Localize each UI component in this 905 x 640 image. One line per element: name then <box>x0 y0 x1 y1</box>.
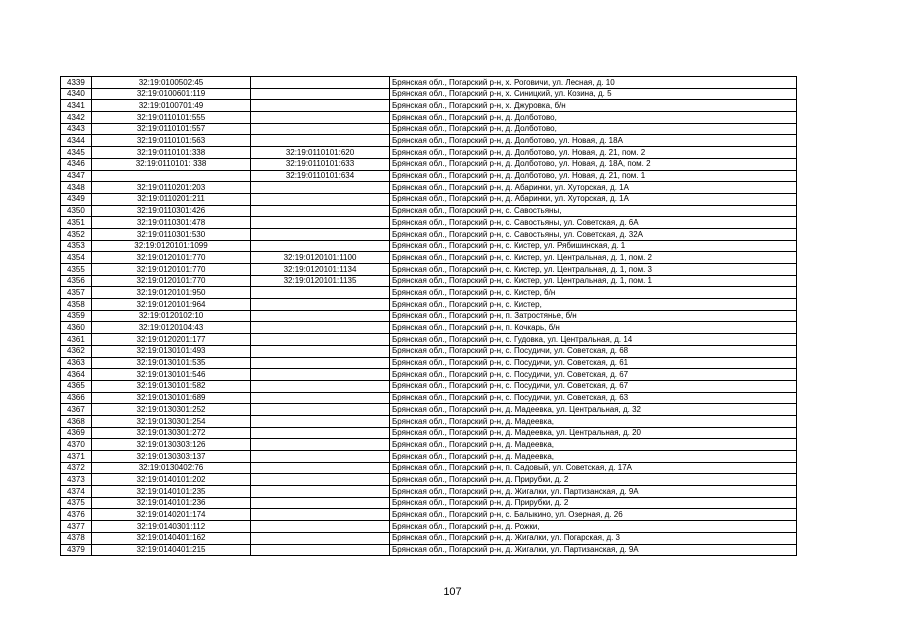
sub-cadastral-number-cell <box>251 123 390 135</box>
address-cell: Брянская обл., Погарский р-н, д. Долботово, ул. Новая, д. 21, пом. 2 <box>390 147 797 159</box>
cadastral-number-cell: 32:19:0120101:770 <box>92 252 251 264</box>
row-number-cell: 4368 <box>61 415 92 427</box>
address-cell: Брянская обл., Погарский р-н, х. Синицкий, ул. Козина, д. 5 <box>390 88 797 100</box>
row-number-cell: 4355 <box>61 264 92 276</box>
address-cell: Брянская обл., Погарский р-н, д. Мадеевка, ул. Центральная, д. 32 <box>390 404 797 416</box>
table-row <box>61 544 797 556</box>
sub-cadastral-number-cell <box>251 404 390 416</box>
sub-cadastral-number-cell <box>251 380 390 392</box>
table-row <box>61 474 797 486</box>
row-number-cell: 4356 <box>61 275 92 287</box>
address-cell: Брянская обл., Погарский р-н, д. Долботово, <box>390 123 797 135</box>
address-cell: Брянская обл., Погарский р-н, д. Жигалки, ул. Партизанская, д. 9А <box>390 486 797 498</box>
row-number-cell: 4365 <box>61 380 92 392</box>
table-row <box>61 135 797 147</box>
table-row <box>61 88 797 100</box>
address-cell: Брянская обл., Погарский р-н, с. Кистер, ул. Рябишинская, д. 1 <box>390 240 797 252</box>
sub-cadastral-number-cell <box>251 322 390 334</box>
table-row <box>61 415 797 427</box>
sub-cadastral-number-cell <box>251 217 390 229</box>
sub-cadastral-number-cell <box>251 509 390 521</box>
address-cell: Брянская обл., Погарский р-н, д. Жигалки, ул. Погарская, д. 3 <box>390 532 797 544</box>
row-number-cell: 4353 <box>61 240 92 252</box>
sub-cadastral-number-cell <box>251 182 390 194</box>
address-cell: Брянская обл., Погарский р-н, д. Абаринки, ул. Хуторская, д. 1А <box>390 182 797 194</box>
table-row <box>61 252 797 264</box>
cadastral-number-cell: 32:19:0110201:211 <box>92 193 251 205</box>
address-cell: Брянская обл., Погарский р-н, д. Прирубки, д. 2 <box>390 497 797 509</box>
row-number-cell: 4361 <box>61 334 92 346</box>
table-row <box>61 193 797 205</box>
cadastral-number-cell: 32:19:0100601:119 <box>92 88 251 100</box>
address-cell: Брянская обл., Погарский р-н, д. Рожки, <box>390 521 797 533</box>
row-number-cell: 4346 <box>61 158 92 170</box>
cadastral-number-cell: 32:19:0130303:137 <box>92 451 251 463</box>
cadastral-number-cell: 32:19:0120101:770 <box>92 275 251 287</box>
cadastral-number-cell: 32:19:0140401:162 <box>92 532 251 544</box>
table-row <box>61 451 797 463</box>
table-row <box>61 380 797 392</box>
cadastral-number-cell: 32:19:0140201:174 <box>92 509 251 521</box>
sub-cadastral-number-cell <box>251 462 390 474</box>
address-cell: Брянская обл., Погарский р-н, д. Мадеевка, ул. Центральная, д. 20 <box>390 427 797 439</box>
sub-cadastral-number-cell <box>251 521 390 533</box>
address-cell: Брянская обл., Погарский р-н, с. Посудичи, ул. Советская, д. 61 <box>390 357 797 369</box>
sub-cadastral-number-cell <box>251 240 390 252</box>
cadastral-number-cell: 32:19:0130101:535 <box>92 357 251 369</box>
row-number-cell: 4343 <box>61 123 92 135</box>
row-number-cell: 4344 <box>61 135 92 147</box>
sub-cadastral-number-cell <box>251 369 390 381</box>
table-row <box>61 182 797 194</box>
table-row <box>61 100 797 112</box>
sub-cadastral-number-cell <box>251 415 390 427</box>
table-row <box>61 404 797 416</box>
table-row <box>61 439 797 451</box>
sub-cadastral-number-cell <box>251 451 390 463</box>
row-number-cell: 4373 <box>61 474 92 486</box>
sub-cadastral-number-cell <box>251 88 390 100</box>
cadastral-number-cell: 32:19:0120101:964 <box>92 299 251 311</box>
address-cell: Брянская обл., Погарский р-н, с. Балыкино, ул. Озерная, д. 26 <box>390 509 797 521</box>
row-number-cell: 4367 <box>61 404 92 416</box>
sub-cadastral-number-cell: 32:19:0110101:633 <box>251 158 390 170</box>
row-number-cell: 4359 <box>61 310 92 322</box>
row-number-cell: 4372 <box>61 462 92 474</box>
row-number-cell: 4354 <box>61 252 92 264</box>
sub-cadastral-number-cell <box>251 77 390 89</box>
row-number-cell: 4348 <box>61 182 92 194</box>
sub-cadastral-number-cell <box>251 112 390 124</box>
cadastral-number-cell: 32:19:0100701:49 <box>92 100 251 112</box>
address-cell: Брянская обл., Погарский р-н, х. Роговичи, ул. Лесная, д. 10 <box>390 77 797 89</box>
row-number-cell: 4369 <box>61 427 92 439</box>
address-cell: Брянская обл., Погарский р-н, с. Кистер, ул. Центральная, д. 1, пом. 2 <box>390 252 797 264</box>
cadastral-number-cell: 32:19:0130301:272 <box>92 427 251 439</box>
row-number-cell: 4342 <box>61 112 92 124</box>
address-cell: Брянская обл., Погарский р-н, д. Абаринки, ул. Хуторская, д. 1А <box>390 193 797 205</box>
address-cell: Брянская обл., Погарский р-н, с. Посудичи, ул. Советская, д. 67 <box>390 369 797 381</box>
address-cell: Брянская обл., Погарский р-н, п. Затростянье, б/н <box>390 310 797 322</box>
sub-cadastral-number-cell <box>251 392 390 404</box>
table-row <box>61 334 797 346</box>
row-number-cell: 4377 <box>61 521 92 533</box>
address-cell: Брянская обл., Погарский р-н, д. Мадеевка, <box>390 439 797 451</box>
cadastral-number-cell: 32:19:0110101:555 <box>92 112 251 124</box>
table-row <box>61 264 797 276</box>
table-row <box>61 299 797 311</box>
row-number-cell: 4341 <box>61 100 92 112</box>
sub-cadastral-number-cell: 32:19:0120101:1134 <box>251 264 390 276</box>
address-cell: Брянская обл., Погарский р-н, д. Долботово, ул. Новая, д. 18А, пом. 2 <box>390 158 797 170</box>
table-row <box>61 497 797 509</box>
row-number-cell: 4362 <box>61 345 92 357</box>
row-number-cell: 4345 <box>61 147 92 159</box>
row-number-cell: 4340 <box>61 88 92 100</box>
address-cell: Брянская обл., Погарский р-н, д. Мадеевка, <box>390 451 797 463</box>
table-row <box>61 275 797 287</box>
row-number-cell: 4339 <box>61 77 92 89</box>
row-number-cell: 4371 <box>61 451 92 463</box>
table-row <box>61 462 797 474</box>
row-number-cell: 4366 <box>61 392 92 404</box>
sub-cadastral-number-cell <box>251 193 390 205</box>
table-row <box>61 310 797 322</box>
sub-cadastral-number-cell <box>251 287 390 299</box>
cadastral-number-cell: 32:19:0110301:426 <box>92 205 251 217</box>
cadastral-number-cell: 32:19:0130101:582 <box>92 380 251 392</box>
table-row <box>61 509 797 521</box>
sub-cadastral-number-cell: 32:19:0120101:1135 <box>251 275 390 287</box>
sub-cadastral-number-cell: 32:19:0110101:620 <box>251 147 390 159</box>
row-number-cell: 4378 <box>61 532 92 544</box>
sub-cadastral-number-cell <box>251 100 390 112</box>
address-cell: Брянская обл., Погарский р-н, с. Савостьяны, ул. Советская, д. 32А <box>390 228 797 240</box>
sub-cadastral-number-cell <box>251 299 390 311</box>
cadastral-number-cell: 32:19:0110101: 338 <box>92 158 251 170</box>
cadastral-number-cell: 32:19:0140301:112 <box>92 521 251 533</box>
cadastral-number-cell: 32:19:0100502:45 <box>92 77 251 89</box>
row-number-cell: 4358 <box>61 299 92 311</box>
cadastral-number-cell: 32:19:0130303:126 <box>92 439 251 451</box>
cadastral-number-cell: 32:19:0120101:1099 <box>92 240 251 252</box>
cadastral-number-cell: 32:19:0120102:10 <box>92 310 251 322</box>
sub-cadastral-number-cell <box>251 486 390 498</box>
address-cell: Брянская обл., Погарский р-н, с. Кистер, б/н <box>390 287 797 299</box>
cadastral-number-cell: 32:19:0110301:530 <box>92 228 251 240</box>
table-row <box>61 287 797 299</box>
cadastral-number-cell: 32:19:0140401:215 <box>92 544 251 556</box>
table-row <box>61 147 797 159</box>
table-row <box>61 369 797 381</box>
table-row <box>61 77 797 89</box>
address-cell: Брянская обл., Погарский р-н, с. Гудовка, ул. Центральная, д. 14 <box>390 334 797 346</box>
address-cell: Брянская обл., Погарский р-н, х. Джуровка, б/н <box>390 100 797 112</box>
cadastral-number-cell: 32:19:0120104:43 <box>92 322 251 334</box>
table-body <box>61 77 797 556</box>
sub-cadastral-number-cell <box>251 205 390 217</box>
address-cell: Брянская обл., Погарский р-н, д. Долботово, ул. Новая, д. 21, пом. 1 <box>390 170 797 182</box>
row-number-cell: 4357 <box>61 287 92 299</box>
row-number-cell: 4351 <box>61 217 92 229</box>
cadastral-number-cell: 32:19:0140101:235 <box>92 486 251 498</box>
sub-cadastral-number-cell <box>251 544 390 556</box>
cadastral-number-cell: 32:19:0120101:950 <box>92 287 251 299</box>
address-cell: Брянская обл., Погарский р-н, с. Посудичи, ул. Советская, д. 67 <box>390 380 797 392</box>
table-row <box>61 112 797 124</box>
table-row <box>61 170 797 182</box>
cadastral-number-cell: 32:19:0130301:254 <box>92 415 251 427</box>
address-cell: Брянская обл., Погарский р-н, д. Мадеевка, <box>390 415 797 427</box>
property-table-container <box>60 76 796 556</box>
row-number-cell: 4352 <box>61 228 92 240</box>
row-number-cell: 4374 <box>61 486 92 498</box>
address-cell: Брянская обл., Погарский р-н, с. Кистер, ул. Центральная, д. 1, пом. 1 <box>390 275 797 287</box>
row-number-cell: 4364 <box>61 369 92 381</box>
table-row <box>61 521 797 533</box>
sub-cadastral-number-cell <box>251 474 390 486</box>
table-row <box>61 158 797 170</box>
row-number-cell: 4360 <box>61 322 92 334</box>
sub-cadastral-number-cell <box>251 228 390 240</box>
table-row <box>61 427 797 439</box>
cadastral-number-cell: 32:19:0130301:252 <box>92 404 251 416</box>
table-row <box>61 205 797 217</box>
row-number-cell: 4376 <box>61 509 92 521</box>
row-number-cell: 4349 <box>61 193 92 205</box>
table-row <box>61 345 797 357</box>
cadastral-number-cell: 32:19:0130101:493 <box>92 345 251 357</box>
table-row <box>61 486 797 498</box>
cadastral-number-cell: 32:19:0140101:202 <box>92 474 251 486</box>
cadastral-number-cell: 32:19:0110101:563 <box>92 135 251 147</box>
sub-cadastral-number-cell <box>251 532 390 544</box>
row-number-cell: 4347 <box>61 170 92 182</box>
address-cell: Брянская обл., Погарский р-н, с. Савостьяны, <box>390 205 797 217</box>
table-row <box>61 240 797 252</box>
row-number-cell: 4350 <box>61 205 92 217</box>
row-number-cell: 4375 <box>61 497 92 509</box>
sub-cadastral-number-cell <box>251 310 390 322</box>
sub-cadastral-number-cell <box>251 345 390 357</box>
property-table <box>60 76 797 556</box>
row-number-cell: 4370 <box>61 439 92 451</box>
address-cell: Брянская обл., Погарский р-н, п. Садовый, ул. Советская, д. 17А <box>390 462 797 474</box>
table-row <box>61 217 797 229</box>
table-row <box>61 123 797 135</box>
row-number-cell: 4363 <box>61 357 92 369</box>
cadastral-number-cell: 32:19:0110301:478 <box>92 217 251 229</box>
address-cell: Брянская обл., Погарский р-н, п. Кочкарь, б/н <box>390 322 797 334</box>
cadastral-number-cell: 32:19:0130101:689 <box>92 392 251 404</box>
table-row <box>61 322 797 334</box>
sub-cadastral-number-cell: 32:19:0120101:1100 <box>251 252 390 264</box>
address-cell: Брянская обл., Погарский р-н, с. Посудичи, ул. Советская, д. 68 <box>390 345 797 357</box>
sub-cadastral-number-cell <box>251 135 390 147</box>
cadastral-number-cell: 32:19:0140101:236 <box>92 497 251 509</box>
cadastral-number-cell: 32:19:0110101:557 <box>92 123 251 135</box>
cadastral-number-cell <box>92 170 251 182</box>
address-cell: Брянская обл., Погарский р-н, д. Прирубки, д. 2 <box>390 474 797 486</box>
address-cell: Брянская обл., Погарский р-н, с. Кистер, <box>390 299 797 311</box>
sub-cadastral-number-cell <box>251 497 390 509</box>
cadastral-number-cell: 32:19:0130101:546 <box>92 369 251 381</box>
address-cell: Брянская обл., Погарский р-н, с. Савостьяны, ул. Советская, д. 6А <box>390 217 797 229</box>
address-cell: Брянская обл., Погарский р-н, д. Долботово, <box>390 112 797 124</box>
page-number: 107 <box>443 586 462 598</box>
address-cell: Брянская обл., Погарский р-н, с. Посудичи, ул. Советская, д. 63 <box>390 392 797 404</box>
table-row <box>61 357 797 369</box>
sub-cadastral-number-cell <box>251 427 390 439</box>
cadastral-number-cell: 32:19:0130402:76 <box>92 462 251 474</box>
address-cell: Брянская обл., Погарский р-н, д. Жигалки, ул. Партизанская, д. 9А <box>390 544 797 556</box>
table-row <box>61 228 797 240</box>
table-row <box>61 532 797 544</box>
cadastral-number-cell: 32:19:0120101:770 <box>92 264 251 276</box>
cadastral-number-cell: 32:19:0110101:338 <box>92 147 251 159</box>
address-cell: Брянская обл., Погарский р-н, д. Долботово, ул. Новая, д. 18А <box>390 135 797 147</box>
cadastral-number-cell: 32:19:0120201:177 <box>92 334 251 346</box>
sub-cadastral-number-cell: 32:19:0110101:634 <box>251 170 390 182</box>
cadastral-number-cell: 32:19:0110201:203 <box>92 182 251 194</box>
row-number-cell: 4379 <box>61 544 92 556</box>
sub-cadastral-number-cell <box>251 334 390 346</box>
sub-cadastral-number-cell <box>251 439 390 451</box>
sub-cadastral-number-cell <box>251 357 390 369</box>
address-cell: Брянская обл., Погарский р-н, с. Кистер, ул. Центральная, д. 1, пом. 3 <box>390 264 797 276</box>
table-row <box>61 392 797 404</box>
